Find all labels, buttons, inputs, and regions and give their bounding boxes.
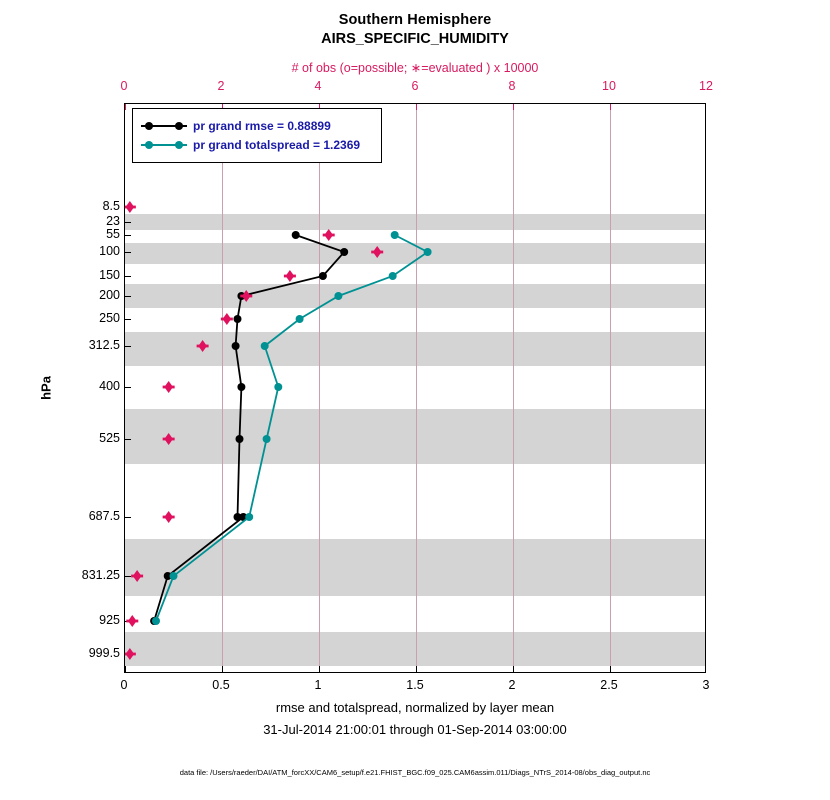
legend (132, 108, 382, 163)
top-tick-label: 0 (120, 79, 128, 93)
obs-evaluated-marker (323, 229, 335, 241)
top-tick-label: 12 (699, 79, 713, 93)
obs-evaluated-marker (371, 246, 383, 258)
y-tick-label: 100 (99, 244, 120, 258)
series-marker-totalspread (391, 231, 399, 239)
legend-item-rmse (141, 116, 373, 135)
obs-evaluated-marker (197, 340, 209, 352)
series-overlay (125, 104, 706, 673)
obs-evaluated-marker (163, 381, 175, 393)
y-tick-label: 250 (99, 311, 120, 325)
obs-evaluated-marker (240, 290, 252, 302)
legend-swatch-rmse (141, 120, 187, 132)
y-tick-label: 831.25 (81, 568, 120, 582)
obs-evaluated-marker (163, 433, 175, 445)
x-tick-label: 2 (508, 678, 516, 692)
series-marker-rmse (237, 383, 245, 391)
series-marker-totalspread (245, 513, 253, 521)
obs-evaluated-marker (131, 570, 143, 582)
top-tick-label: 10 (602, 79, 616, 93)
series-marker-rmse (234, 315, 242, 323)
x-tick-label: 0 (120, 678, 128, 692)
x-tick-label: 2.5 (600, 678, 618, 692)
x-axis-ticklabels (120, 678, 710, 696)
series-marker-totalspread (263, 435, 271, 443)
series-marker-totalspread (170, 572, 178, 580)
obs-evaluated-marker (124, 201, 136, 213)
y-tick-label: 687.5 (88, 509, 120, 523)
top-tick-label: 2 (217, 79, 225, 93)
series-marker-totalspread (261, 342, 269, 350)
series-line-totalspread (156, 235, 428, 621)
y-tick-label: 400 (99, 379, 120, 393)
legend-item-totalspread (141, 135, 373, 154)
series-marker-totalspread (334, 292, 342, 300)
series-marker-totalspread (296, 315, 304, 323)
y-tick-label: 23 (106, 214, 120, 228)
legend-label-totalspread: pr grand totalspread = 1.2369 (193, 137, 361, 152)
series-marker-totalspread (389, 272, 397, 280)
x-tick-label: 1 (314, 678, 322, 692)
series-marker-rmse (232, 342, 240, 350)
y-tick-label: 312.5 (88, 338, 120, 352)
obs-evaluated-marker (124, 648, 136, 660)
series-marker-totalspread (152, 617, 160, 625)
top-tick-label: 6 (411, 79, 419, 93)
x-tick-label: 0.5 (212, 678, 230, 692)
obs-evaluated-marker (221, 313, 233, 325)
x-tick-label: 1.5 (406, 678, 424, 692)
title-line-1: Southern Hemisphere (338, 12, 492, 28)
obs-evaluated-marker (284, 270, 296, 282)
series-marker-totalspread (274, 383, 282, 391)
title-line-2: AIRS_SPECIFIC_HUMIDITY (321, 31, 509, 47)
top-axis-ticklabels (120, 79, 713, 97)
x-tick-label: 3 (702, 678, 710, 692)
y-tick-label: 8.5 (102, 199, 120, 213)
series-marker-rmse (319, 272, 327, 280)
series-marker-totalspread (424, 248, 432, 256)
y-tick-label: 925 (99, 613, 120, 627)
series-line-rmse (154, 235, 344, 621)
legend-label-rmse: pr grand rmse = 0.88899 (193, 118, 331, 133)
series-marker-rmse (292, 231, 300, 239)
y-tick-label: 999.5 (88, 646, 120, 660)
x-axis-title: rmse and totalspread, normalized by layer mean (275, 700, 555, 715)
y-axis-title: hPa (38, 376, 54, 400)
y-tick-label: 150 (99, 268, 120, 282)
top-tick-label: 8 (508, 79, 516, 93)
plot-area (124, 103, 706, 673)
data-file-note: data file: /Users/raeder/DAI/ATM_forcXX/CAM6_setup/f.e21.FHIST_BGC.f09_025.CAM6assim.011/Diags_NTrS_2014-08/obs_diag_output.nc (179, 768, 651, 777)
series-marker-rmse (340, 248, 348, 256)
series-marker-rmse (236, 435, 244, 443)
x-axis-subtitle: 31-Jul-2014 21:00:01 through 01-Sep-2014 03:00:00 (263, 722, 567, 737)
y-tick-label: 55 (106, 227, 120, 241)
obs-evaluated-marker (163, 511, 175, 523)
top-axis-title: # of obs (o=possible; ∗=evaluated ) x 10000 (291, 61, 539, 75)
legend-swatch-totalspread (141, 139, 187, 151)
top-tick-label: 4 (314, 79, 322, 93)
chart-title (0, 12, 830, 47)
y-tick-label: 525 (99, 431, 120, 445)
y-tick-label: 200 (99, 288, 120, 302)
obs-evaluated-marker (126, 615, 138, 627)
